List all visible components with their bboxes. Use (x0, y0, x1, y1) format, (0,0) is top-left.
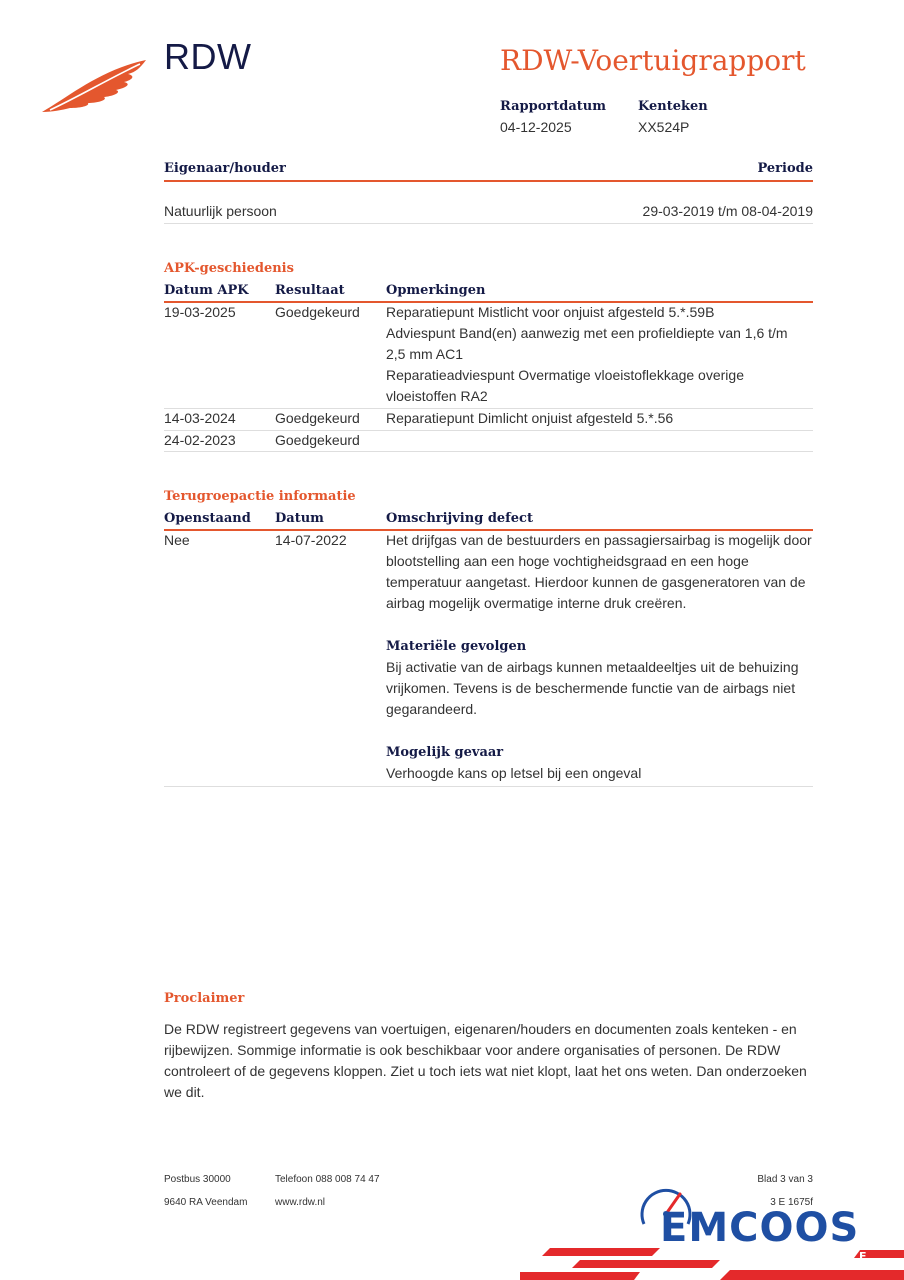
rdw-feather-logo (40, 56, 150, 116)
apk-row-date: 14-03-2024 (164, 410, 236, 426)
footer-page-number: Blad 3 van 3 (757, 1174, 813, 1185)
owner-period: 29-03-2019 t/m 08-04-2019 (642, 203, 813, 219)
apk-section-title: APK-geschiedenis (164, 261, 294, 276)
proclaimer-line: rijbewijzen. Sommige informatie is ook beschikbaar voor andere organisaties of personen. De RDW (164, 1042, 781, 1058)
footer-postbus: Postbus 30000 (164, 1174, 231, 1185)
defect-line: airbag mogelijk overmatige interne druk creëren. (386, 595, 687, 611)
footer-phone: Telefoon 088 008 74 47 (275, 1174, 380, 1185)
apk-col-date: Datum APK (164, 283, 249, 298)
divider (164, 223, 813, 224)
defect-line: blootstelling aan een hoge vochtigheidsgraad en een hoge (386, 553, 749, 569)
apk-col-remarks: Opmerkingen (386, 283, 486, 298)
danger-title: Mogelijk gevaar (386, 745, 504, 760)
apk-col-result: Resultaat (275, 283, 345, 298)
apk-row-result: Goedgekeurd (275, 410, 360, 426)
footer-website-link[interactable]: www.rdw.nl (275, 1197, 326, 1208)
consequence-line: vrijkomen. Tevens is de beschermende functie van de airbags niet (386, 680, 796, 696)
apk-row-result: Goedgekeurd (275, 304, 360, 320)
remark-line: Reparatiepunt Mistlicht voor onjuist afgesteld 5.*.59B (386, 304, 715, 320)
proclaimer-line: we dit. (164, 1084, 205, 1100)
apk-row-remarks: Reparatiepunt Dimlicht onjuist afgesteld 5.*.56 (386, 410, 674, 426)
plate-value: XX524P (638, 119, 690, 135)
proclaimer-title: Proclaimer (164, 991, 245, 1006)
plate-label: Kenteken (638, 99, 708, 114)
proclaimer-line: controleert of de gegevens kloppen. Ziet u toch iets wat niet klopt, laat het ons weten. Dan onderzoeken (164, 1063, 807, 1079)
divider (164, 430, 813, 431)
divider (164, 451, 813, 452)
consequences-text (386, 657, 816, 720)
remark-line: vloeistoffen RA2 (386, 388, 488, 404)
recall-col-date: Datum (275, 511, 324, 526)
report-title: RDW-Voertuigrapport (500, 44, 806, 77)
report-date: 04-12-2025 (500, 119, 572, 135)
apk-row-date: 24-02-2023 (164, 432, 236, 448)
defect-line: Het drijfgas van de bestuurders en passagiersairbag is mogelijk door (386, 532, 812, 548)
emcoos-tagline: AUTOMOBIELBEDRIJF (672, 1250, 871, 1263)
remark-line: Adviespunt Band(en) aanwezig met een profieldiepte van 1,6 t/m (386, 325, 788, 341)
footer-city: 9640 RA Veendam (164, 1197, 248, 1208)
recall-col-defect: Omschrijving defect (386, 511, 533, 526)
footer-document-code: 3 E 1675f (770, 1197, 813, 1208)
divider (164, 180, 813, 182)
recall-section-title: Terugroepactie informatie (164, 489, 356, 504)
defect-line: temperatuur aangetast. Hierdoor kunnen de gasgeneratoren van de (386, 574, 806, 590)
remark-line: 2,5 mm AC1 (386, 346, 464, 362)
logo-text: RDW (164, 36, 252, 77)
apk-row-result: Goedgekeurd (275, 432, 360, 448)
consequence-line: Bij activatie van de airbags kunnen metaaldeeltjes uit de behuizing (386, 659, 799, 675)
period-label: Periode (757, 161, 813, 176)
recall-open-value: Nee (164, 532, 190, 548)
consequences-title: Materiële gevolgen (386, 639, 527, 654)
recall-date-value: 14-07-2022 (275, 532, 347, 548)
divider (164, 786, 813, 787)
proclaimer-text (164, 1019, 824, 1103)
consequence-line: gegarandeerd. (386, 701, 478, 717)
apk-row-remarks (386, 302, 788, 407)
emcoos-brand: EMCOOS (660, 1205, 860, 1251)
proclaimer-line: De RDW registreert gegevens van voertuigen, eigenaren/houders en documenten zoals kenteken - en (164, 1021, 797, 1037)
apk-row-date: 19-03-2025 (164, 304, 236, 320)
report-date-label: Rapportdatum (500, 99, 606, 114)
owner-label: Eigenaar/houder (164, 161, 286, 176)
recall-defect-description (386, 530, 816, 614)
owner-value: Natuurlijk persoon (164, 203, 277, 219)
danger-text: Verhoogde kans op letsel bij een ongeval (386, 765, 642, 781)
remark-line: Reparatieadviespunt Overmatige vloeistoflekkage overige (386, 367, 744, 383)
recall-col-open: Openstaand (164, 511, 251, 526)
